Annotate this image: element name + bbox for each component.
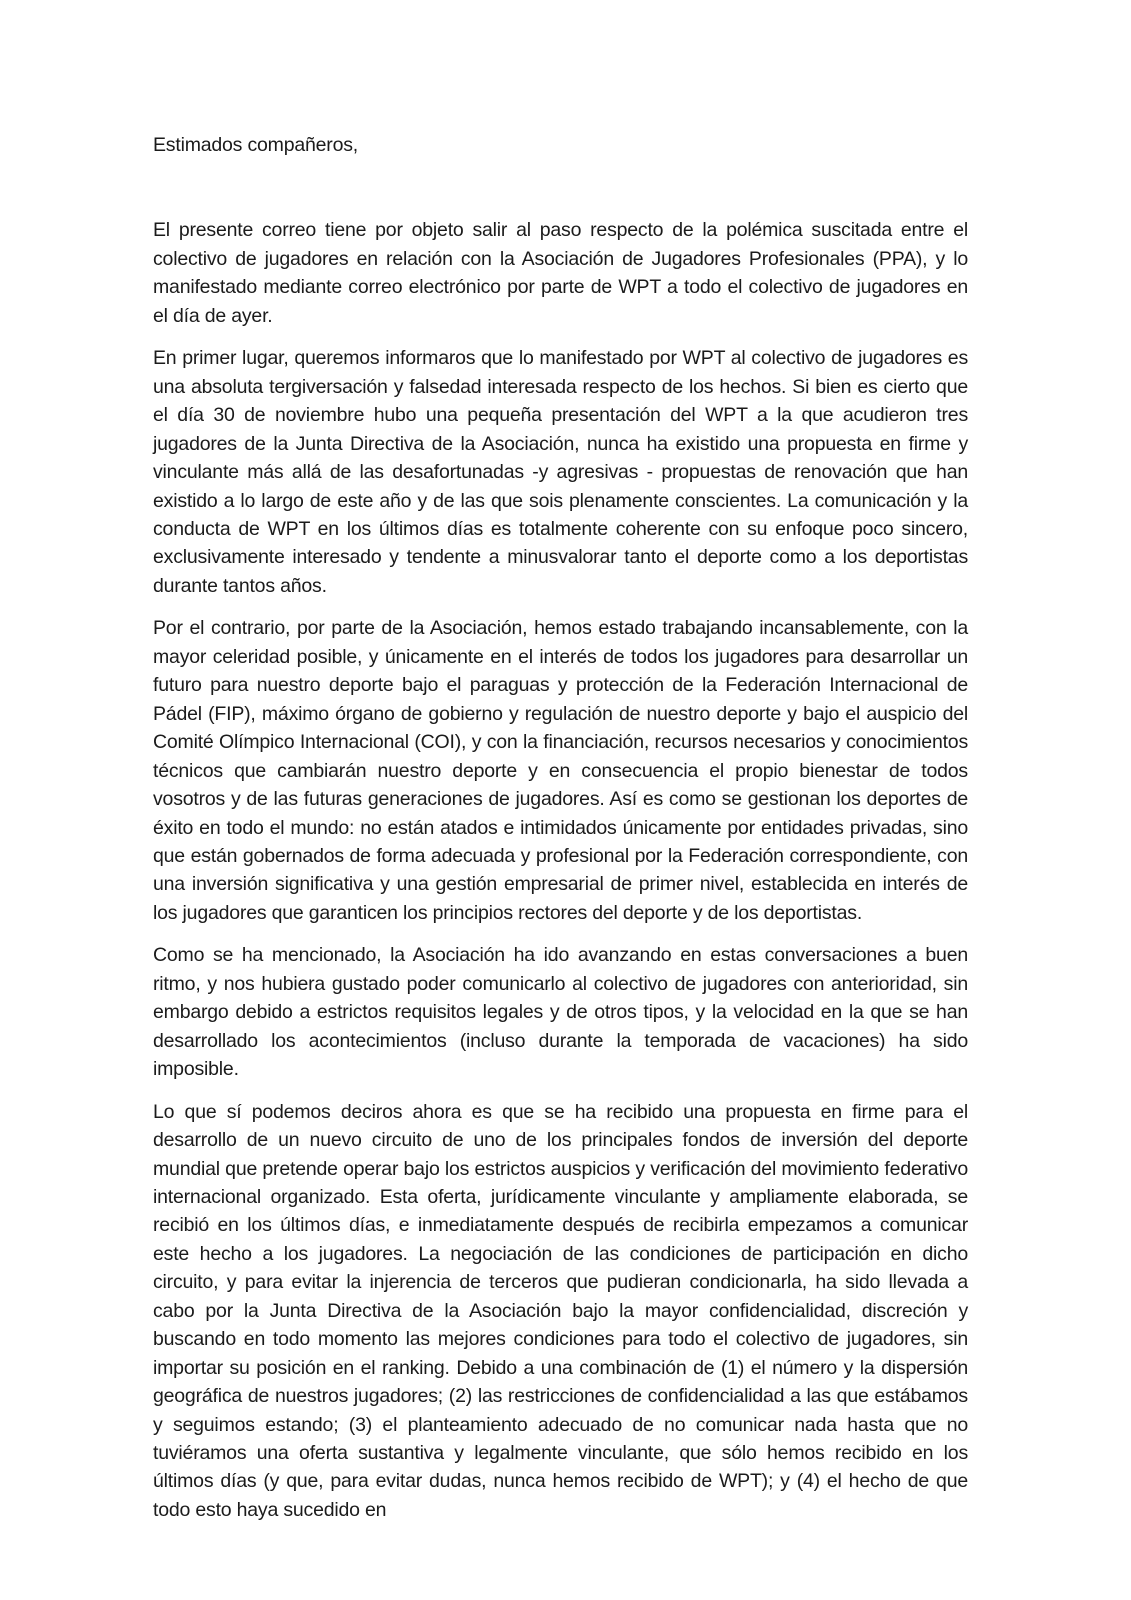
paragraph-new-proposal: Lo que sí podemos deciros ahora es que se ha recibido una propuesta en firme para el desarrollo de un nuevo circuito de uno de los principales fondos de inversión del deporte mundial que pretende operar bajo los estrictos auspicios y verificación del movimiento federativo internacional organizado. Esta oferta, jurídicamente vinculante y ampliamente elaborada, se recibió en los últimos días, e inmediatamente después de recibirla empezamos a comunicar este hecho a los jugadores. La negociación de las condiciones de participación en dicho circuito, y para evitar la injerencia de terceros que pudieran condicionarla, ha sido llevada a cabo por la Junta Directiva de la Asociación bajo la mayor confidencialidad, discreción y buscando en todo momento las mejores condiciones para todo el colectivo de jugadores, sin importar su posición en el ranking. Debido a una combinación de (1) el número y la dispersión geográfica de nuestros jugadores; (2) las restricciones de confidencialidad a las que estábamos y seguimos estando; (3) el planteamiento adecuado de no comunicar nada hasta que no tuviéramos una oferta sustantiva y legalmente vinculante, que sólo hemos recibido en los últimos días (y que, para evitar dudas, nunca hemos recibido de WPT); y (4) el hecho de que todo esto haya sucedido en [153,1100,968,1521]
paragraph-association-work: Por el contrario, por parte de la Asociación, hemos estado trabajando incansablemente, con la mayor celeridad posible, y únicamente en el interés de todos los jugadores para desarrollar un futuro para nuestro deporte bajo el paraguas y protección de la Federación Internacional de Pádel (FIP), máximo órgano de gobierno y regulación de nuestro deporte y bajo el auspicio del Comité Olímpico Internacional (COI), y con la financiación, recursos necesarios y conocimientos técnicos que cambiarán nuestro deporte y en consecuencia el propio bienestar de todos vosotros y de las futuras generaciones de jugadores. Así es como se gestionan los deportes de éxito en todo el mundo: no están atados e intimidados únicamente por entidades privadas, sino que están gobernados de forma adecuada y profesional por la Federación correspondiente, con una inversión significativa y una gestión empresarial de primer nivel, establecida en interés de los jugadores que garanticen los principios rectores del deporte y de los deportistas. [153,617,968,924]
letter-body [153,131,968,1524]
paragraph-intro: El presente correo tiene por objeto salir al paso respecto de la polémica suscitada entre el colectivo de jugadores en relación con la Asociación de Jugadores Profesionales (PPA), y lo manifestado mediante correo electrónico por parte de WPT a todo el colectivo de jugadores en el día de ayer. [153,219,968,327]
paragraph-progress: Como se ha mencionado, la Asociación ha ido avanzando en estas conversaciones a buen ritmo, y nos hubiera gustado poder comunicarlo al colectivo de jugadores con anterioridad, sin embargo debido a estrictos requisitos legales y de otros tipos, y la velocidad en la que se han desarrollado los acontecimientos (incluso durante la temporada de vacaciones) ha sido imposible. [153,944,968,1081]
greeting: Estimados compañeros, [153,134,358,156]
paragraph-first-point: En primer lugar, queremos informaros que lo manifestado por WPT al colectivo de jugadores es una absoluta tergiversación y falsedad interesada respecto de los hechos. Si bien es cierto que el día 30 de noviembre hubo una pequeña presentación del WPT a la que acudieron tres jugadores de la Junta Directiva de la Asociación, nunca ha existido una propuesta en firme y vinculante más allá de las desafortunadas -y agresivas - propuestas de renovación que han existido a lo largo de este año y de las que sois plenamente conscientes. La comunicación y la conducta de WPT en los últimos días es totalmente coherente con su enfoque poco sincero, exclusivamente interesado y tendente a minusvalorar tanto el deporte como a los deportistas durante tantos años. [153,347,968,597]
